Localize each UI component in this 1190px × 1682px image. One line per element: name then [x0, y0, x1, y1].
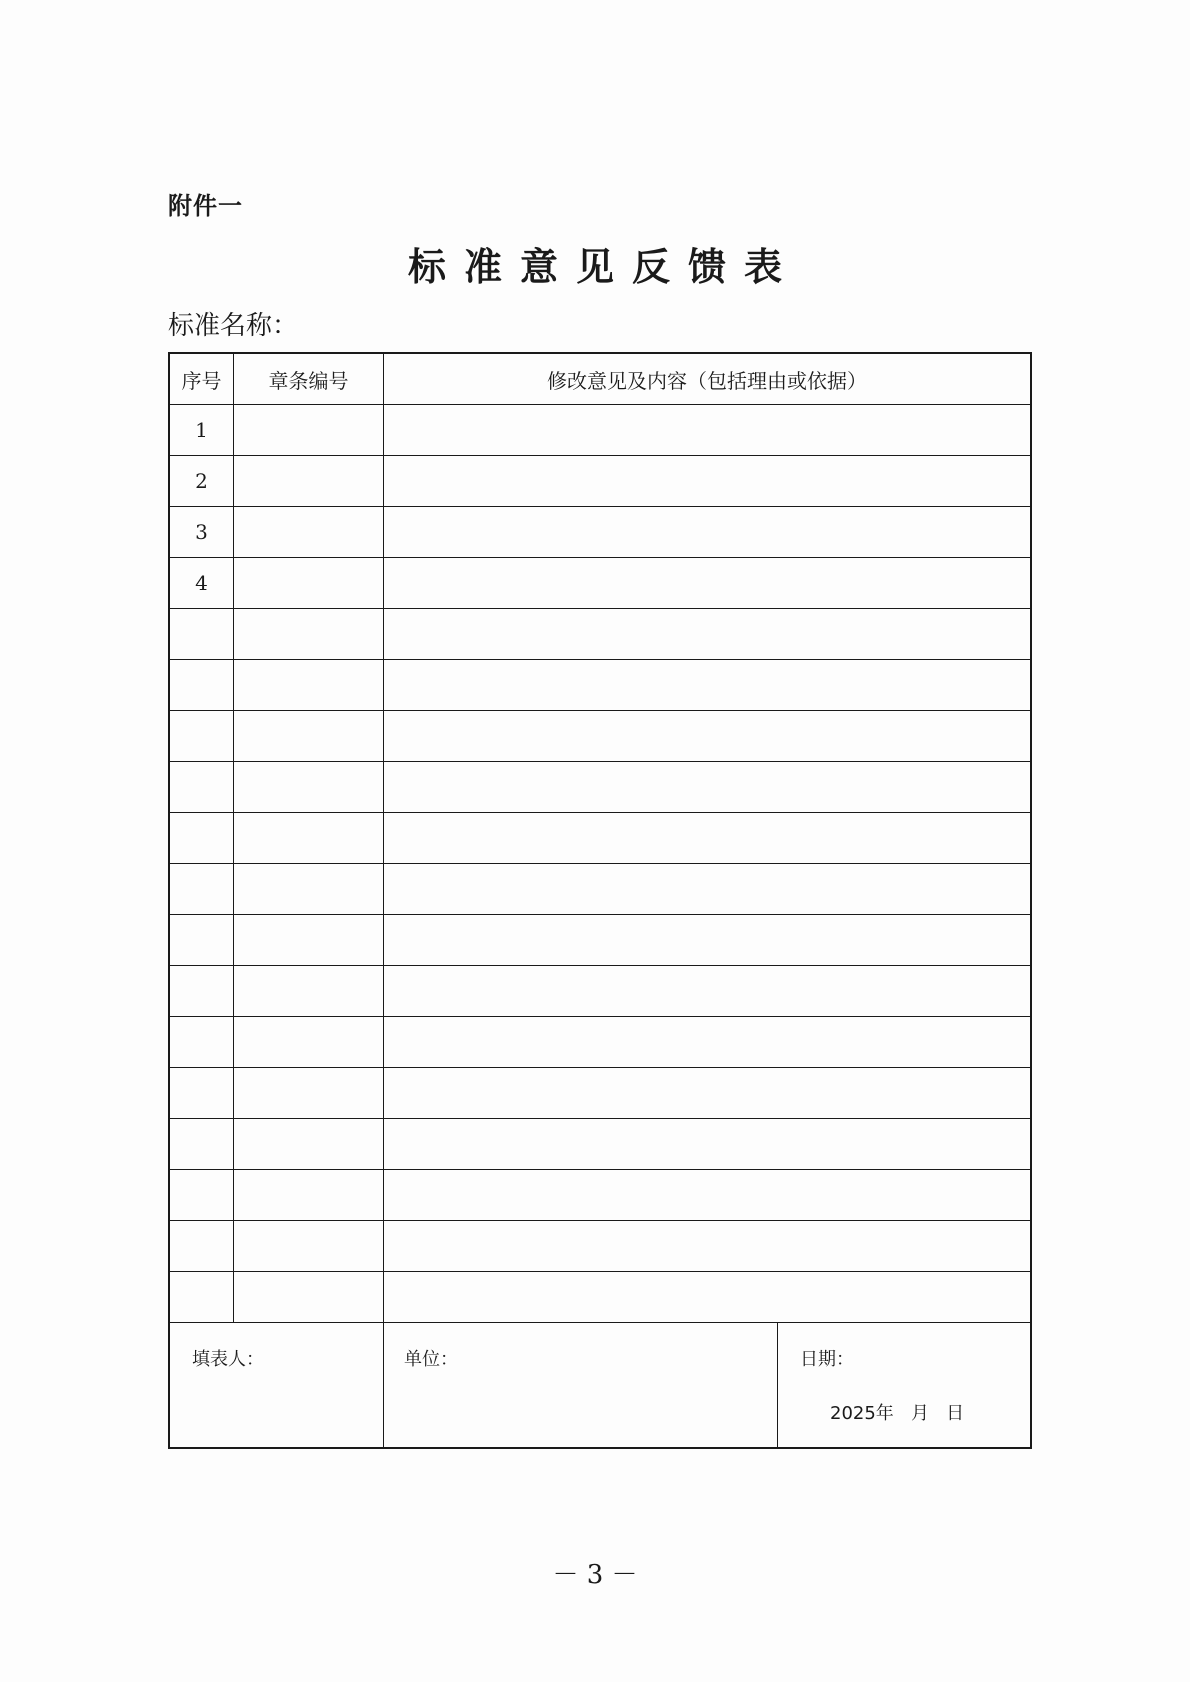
content-cell[interactable] — [384, 456, 1030, 506]
seq-cell — [170, 1017, 234, 1067]
seq-cell: 2 — [170, 456, 234, 506]
seq-cell — [170, 813, 234, 863]
table-row — [170, 915, 1030, 966]
table-row — [170, 1170, 1030, 1221]
content-cell[interactable] — [384, 507, 1030, 557]
table-row — [170, 558, 1030, 609]
content-cell[interactable] — [384, 609, 1030, 659]
table-row — [170, 966, 1030, 1017]
content-cell[interactable] — [384, 1068, 1030, 1118]
content-cell[interactable] — [384, 915, 1030, 965]
clause-cell[interactable] — [234, 1017, 384, 1067]
clause-cell[interactable] — [234, 762, 384, 812]
clause-cell[interactable] — [234, 711, 384, 761]
clause-cell[interactable] — [234, 1221, 384, 1271]
seq-cell: 4 — [170, 558, 234, 608]
clause-cell[interactable] — [234, 864, 384, 914]
clause-cell[interactable] — [234, 1170, 384, 1220]
table-row — [170, 609, 1030, 660]
table-row — [170, 813, 1030, 864]
clause-cell[interactable] — [234, 456, 384, 506]
clause-cell[interactable] — [234, 813, 384, 863]
clause-cell[interactable] — [234, 1119, 384, 1169]
table-row — [170, 456, 1030, 507]
document-title: 标准意见反馈表 — [407, 244, 800, 289]
seq-cell — [170, 915, 234, 965]
content-cell[interactable] — [384, 762, 1030, 812]
content-cell[interactable] — [384, 711, 1030, 761]
content-cell[interactable] — [384, 558, 1030, 608]
table-row — [170, 762, 1030, 813]
clause-cell[interactable] — [234, 609, 384, 659]
seq-cell — [170, 1170, 234, 1220]
seq-cell — [170, 1272, 234, 1322]
clause-cell[interactable] — [234, 507, 384, 557]
seq-cell — [170, 1221, 234, 1271]
table-row — [170, 660, 1030, 711]
standard-name-label: 标准名称： — [168, 311, 299, 341]
content-cell[interactable] — [384, 660, 1030, 710]
clause-cell[interactable] — [234, 966, 384, 1016]
filler-label: 填表人： — [192, 1349, 264, 1370]
header-clause: 章条编号 — [234, 354, 384, 404]
seq-cell: 3 — [170, 507, 234, 557]
table-row — [170, 1017, 1030, 1068]
header-seq: 序号 — [170, 354, 234, 404]
date-label: 日期： — [800, 1349, 854, 1370]
clause-cell[interactable] — [234, 1068, 384, 1118]
table-row — [170, 1221, 1030, 1272]
table-row — [170, 507, 1030, 558]
filler-cell[interactable] — [170, 1323, 384, 1447]
unit-label: 单位： — [404, 1349, 458, 1370]
table-row — [170, 1119, 1030, 1170]
date-cell[interactable] — [778, 1323, 1030, 1447]
table-header-row — [170, 354, 1030, 405]
clause-cell[interactable] — [234, 915, 384, 965]
seq-cell — [170, 762, 234, 812]
seq-cell — [170, 1068, 234, 1118]
content-cell[interactable] — [384, 1221, 1030, 1271]
seq-cell — [170, 711, 234, 761]
content-cell[interactable] — [384, 1272, 1030, 1322]
feedback-table — [168, 352, 1032, 1449]
table-row — [170, 405, 1030, 456]
seq-cell — [170, 609, 234, 659]
content-cell[interactable] — [384, 405, 1030, 455]
content-cell[interactable] — [384, 1170, 1030, 1220]
content-cell[interactable] — [384, 813, 1030, 863]
content-cell[interactable] — [384, 1119, 1030, 1169]
header-content: 修改意见及内容（包括理由或依据） — [547, 368, 867, 393]
table-row — [170, 1068, 1030, 1119]
page-number: － 3 － — [552, 1560, 638, 1590]
content-cell[interactable] — [384, 966, 1030, 1016]
content-cell[interactable] — [384, 864, 1030, 914]
table-footer-row — [170, 1323, 1030, 1447]
unit-cell[interactable] — [384, 1323, 778, 1447]
seq-cell — [170, 966, 234, 1016]
table-row — [170, 711, 1030, 762]
date-value: 2025年 月 日 — [830, 1403, 965, 1424]
content-cell[interactable] — [384, 1017, 1030, 1067]
clause-cell[interactable] — [234, 558, 384, 608]
attachment-label: 附件一 — [168, 192, 243, 220]
seq-cell — [170, 660, 234, 710]
table-row — [170, 864, 1030, 915]
clause-cell[interactable] — [234, 1272, 384, 1322]
table-row — [170, 1272, 1030, 1323]
seq-cell: 1 — [170, 405, 234, 455]
table-body — [170, 405, 1030, 1323]
clause-cell[interactable] — [234, 660, 384, 710]
seq-cell — [170, 1119, 234, 1169]
seq-cell — [170, 864, 234, 914]
clause-cell[interactable] — [234, 405, 384, 455]
